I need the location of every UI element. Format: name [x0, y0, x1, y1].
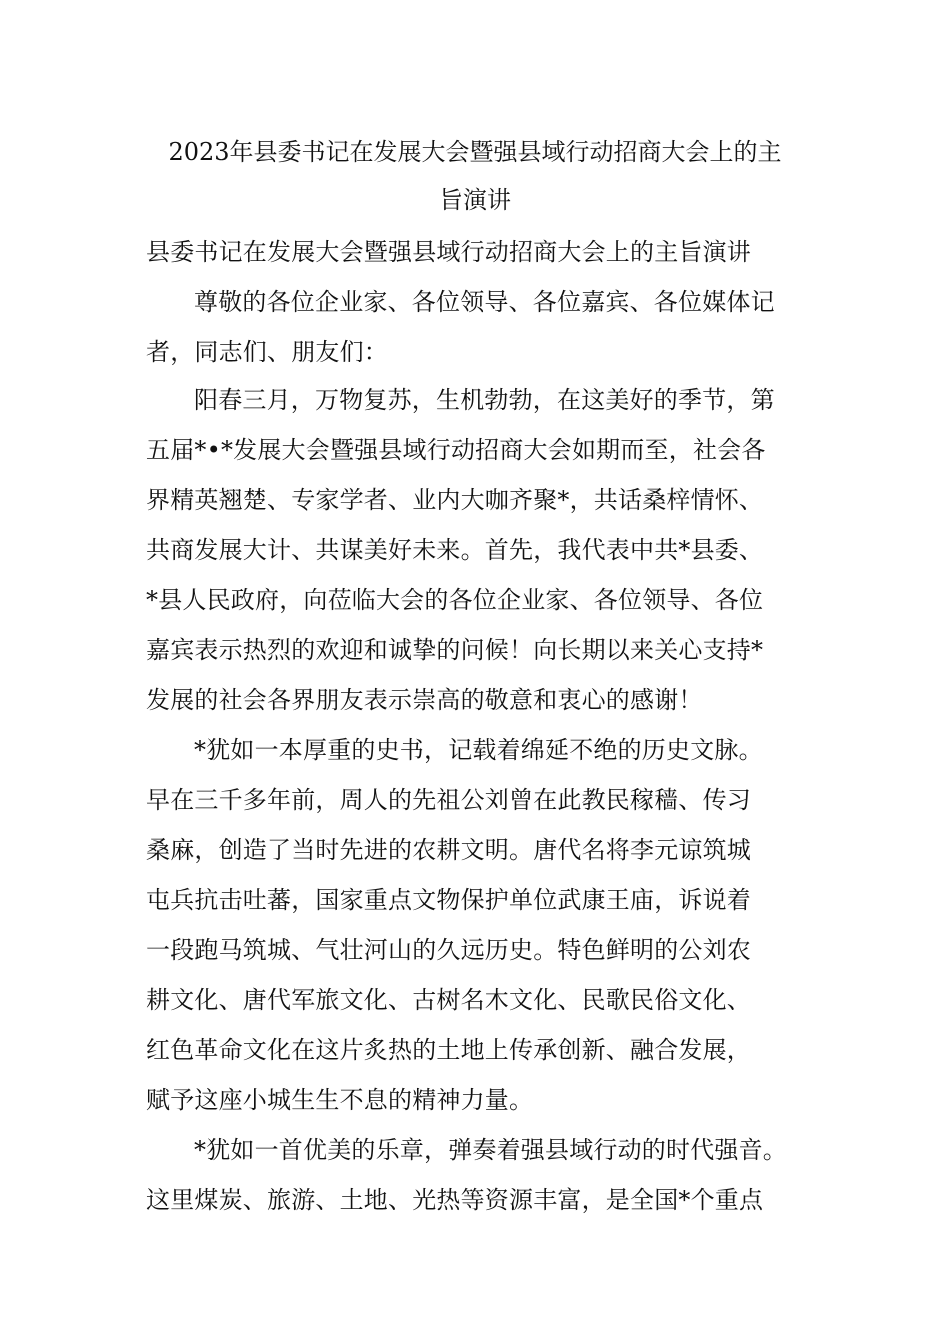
- paragraph-line: 五届*•*发展大会暨强县域行动招商大会如期而至，社会各: [146, 436, 766, 464]
- paragraph-line: 红色革命文化在这片炙热的土地上传承创新、融合发展，: [146, 1036, 751, 1064]
- paragraph-line: *犹如一首优美的乐章，弹奏着强县域行动的时代强音。: [194, 1136, 787, 1164]
- paragraph-line: 阳春三月，万物复苏，生机勃勃，在这美好的季节，第: [194, 386, 775, 414]
- paragraph-line: 共商发展大计、共谋美好未来。首先，我代表中共*县委、: [146, 536, 764, 564]
- paragraph-line: 界精英翘楚、专家学者、业内大咖齐聚*，共话桑梓情怀、: [146, 486, 764, 514]
- document-subtitle: 县委书记在发展大会暨强县域行动招商大会上的主旨演讲: [146, 238, 751, 266]
- paragraph-line: 屯兵抗击吐蕃，国家重点文物保护单位武康王庙，诉说着: [146, 886, 751, 914]
- paragraph-line: 赋予这座小城生生不息的精神力量。: [146, 1086, 534, 1114]
- paragraph-line: 桑麻，创造了当时先进的农耕文明。唐代名将李元谅筑城: [146, 836, 751, 864]
- paragraph-line: 一段跑马筑城、气壮河山的久远历史。特色鲜明的公刘农: [146, 936, 751, 964]
- paragraph-line: 这里煤炭、旅游、土地、光热等资源丰富，是全国*个重点: [146, 1186, 764, 1214]
- paragraph-line: *县人民政府，向莅临大会的各位企业家、各位领导、各位: [146, 586, 764, 614]
- paragraph-line: 嘉宾表示热烈的欢迎和诚挚的问候！向长期以来关心支持*: [146, 636, 764, 664]
- paragraph-line: 早在三千多年前，周人的先祖公刘曾在此教民稼穑、传习: [146, 786, 751, 814]
- paragraph-line: 耕文化、唐代军旅文化、古树名木文化、民歌民俗文化、: [146, 986, 751, 1014]
- paragraph-line: 尊敬的各位企业家、各位领导、各位嘉宾、各位媒体记: [194, 288, 775, 316]
- paragraph-line: 发展的社会各界朋友表示崇高的敬意和衷心的感谢！: [146, 686, 703, 714]
- paragraph-line: *犹如一本厚重的史书，记载着绵延不绝的历史文脉。: [194, 736, 763, 764]
- paragraph-line: 者，同志们、朋友们：: [146, 338, 388, 366]
- document-title-line-2: 旨演讲: [439, 186, 511, 214]
- document-title-line-1: 2023年县委书记在发展大会暨强县域行动招商大会上的主: [168, 138, 782, 166]
